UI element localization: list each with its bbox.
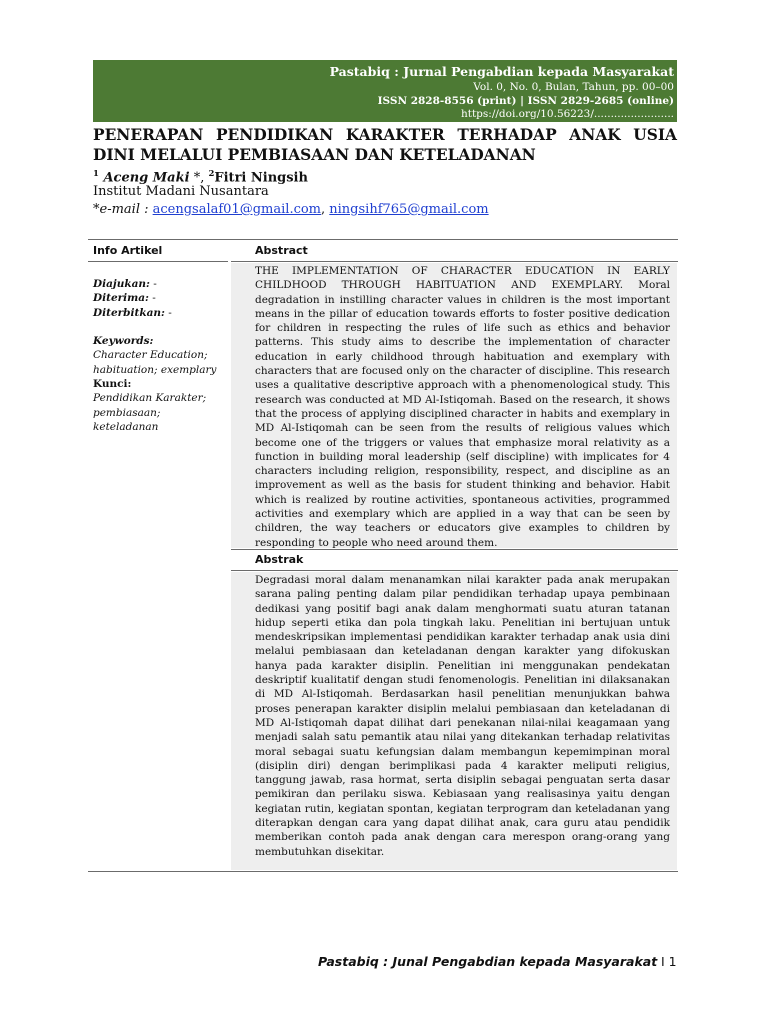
affiliation: Institut Madani Nusantara [93, 184, 269, 199]
author2-name: Fitri Ningsih [214, 170, 308, 186]
journal-issn: ISSN 2828-8556 (print) | ISSN 2829-2685 (online) [377, 95, 674, 107]
table-bottom-rule [88, 871, 678, 872]
abstrak-heading: Abstrak [255, 553, 304, 566]
abstract-text: THE IMPLEMENTATION OF CHARACTER EDUCATION IN EARLY CHILDHOOD THROUGH HABITUATION AND EXEMPLARY. Moral degradation in instilling character values in children is the most important means in the pillar of education towards efforts to foster positive dedication for children in respecting the rules of life such as ethics and behavior patterns. This study aims to describe the implementation of character education in early childhood through habituation and exemplary with characters that are focused only on the character of discipline. This research uses a qualitative descriptive approach with a phenomenological study. This research was conducted at MD Al-Istiqomah. Based on the research, it shows that the process of applying disciplined character in habits and exemplary in MD Al-Istiqomah can be seen from the results of religious values which become one of the triggers or values that emphasize moral relativity as a function in building moral leadership (self discipline) with implicates for 4 characters including religion, responsibility, respect, and discipline as an improvement as well as the basis for student thinking and behavior. Habit which is realized by routine activities, spontaneous activities, programmed activities and exemplary which are applied in a way that can be seen by children, the way teachers or educators give examples to children by responding to people who need around them. [255, 265, 670, 549]
kunci-line-2: pembiasaan; [93, 406, 161, 419]
email-separator: , [321, 202, 330, 217]
author2-number: 2 [208, 169, 215, 179]
journal-volume: Vol. 0, No. 0, Bulan, Tahun, pp. 00–00 [473, 81, 674, 93]
journal-name: Pastabiq : Jurnal Pengabdian kepada Masyarakat [329, 64, 674, 79]
article-title: PENERAPAN PENDIDIKAN KARAKTER TERHADAP ANAK USIA DINI MELALUI PEMBIASAAN DAN KETELADANAN [93, 126, 677, 164]
abstrak-text: Degradasi moral dalam menanamkan nilai karakter pada anak merupakan sarana paling penting dalam pilar pendidikan terhadap upaya pembinaan dedikasi yang positif bagi anak dalam menghormati suatu aturan tatanan hidup seperti etika dan pola tingkah laku. Penelitian ini bertujuan untuk mendeskripsikan implementasi pendidikan karakter terhadap anak usia dini melalui pembiasaan dan keteladanan dengan karakter yang difokuskan hanya pada karakter disiplin. Penelitian ini menggunakan pendekatan deskriptif kualitatif dengan studi fenomenologis. Penelitian ini dilaksanakan di MD Al-Istiqomah. Berdasarkan hasil penelitian menunjukkan bahwa proses penerapan karakter disiplin melalui pembiasaan dan keteladanan di MD Al-Istiqomah dapat dilihat dari penekanan nilai-nilai keagamaan yang menjadi salah satu pemantik atau nilai yang ditekankan terhadap relativitas moral sebagai suatu kefungsian dalam membangun kepemimpinan moral (disiplin diri) dengan berimplikasi pada 4 karakter meliputi religius, tanggung jawab, rasa hormat, serta disiplin sebagai penguatan serta dasar pemikiran dan perilaku siswa. Kebiasaan yang realisasinya yaitu dengan kegiatan rutin, kegiatan spontan, kegiatan terprogram dan keteladanan yang diterapkan dengan cara yang dapat dilihat anak, cara guru atau pendidik memberikan contoh pada anak dengan cara merespon orang-orang yang membutuhkan disekitar. [255, 574, 670, 858]
keywords-line-2: habituation; exemplary [93, 363, 217, 376]
abstrak-header-rule [231, 570, 678, 571]
email-link-2[interactable]: ningsihf765@gmail.com [329, 202, 489, 217]
submitted-line: Diajukan: - [93, 278, 157, 290]
info-header-rule [88, 261, 228, 262]
journal-doi: https://doi.org/10.56223/........................ [460, 108, 674, 120]
email-line [93, 201, 489, 219]
author1-name: Aceng Maki [103, 170, 190, 186]
abstract-heading: Abstract [255, 244, 308, 257]
kunci-line-1: Pendidikan Karakter; [93, 392, 207, 405]
email-label: *e-mail : [93, 202, 153, 217]
footer-journal: Pastabiq : Junal Pengabdian kepada Masyarakat [318, 954, 658, 969]
kunci-line-3: keteladanan [93, 420, 159, 433]
accepted-line: Diterima: - [93, 292, 156, 305]
keywords-label: Keywords: [93, 335, 154, 348]
abstract-header-rule [231, 261, 678, 262]
kunci-label: Kunci: [93, 378, 132, 391]
email-link-1[interactable]: acengsalaf01@gmail.com [152, 202, 322, 217]
article-info [93, 277, 229, 434]
author1-number: 1 [93, 169, 99, 179]
keywords-line-1: Character Education; [93, 349, 208, 362]
info-heading: Info Artikel [93, 244, 163, 257]
journal-banner [93, 60, 677, 122]
table-top-rule [88, 239, 678, 240]
published-line: Diterbitkan: - [93, 306, 172, 319]
corresponding-mark: *, [189, 170, 209, 186]
page-number: I 1 [661, 954, 677, 969]
